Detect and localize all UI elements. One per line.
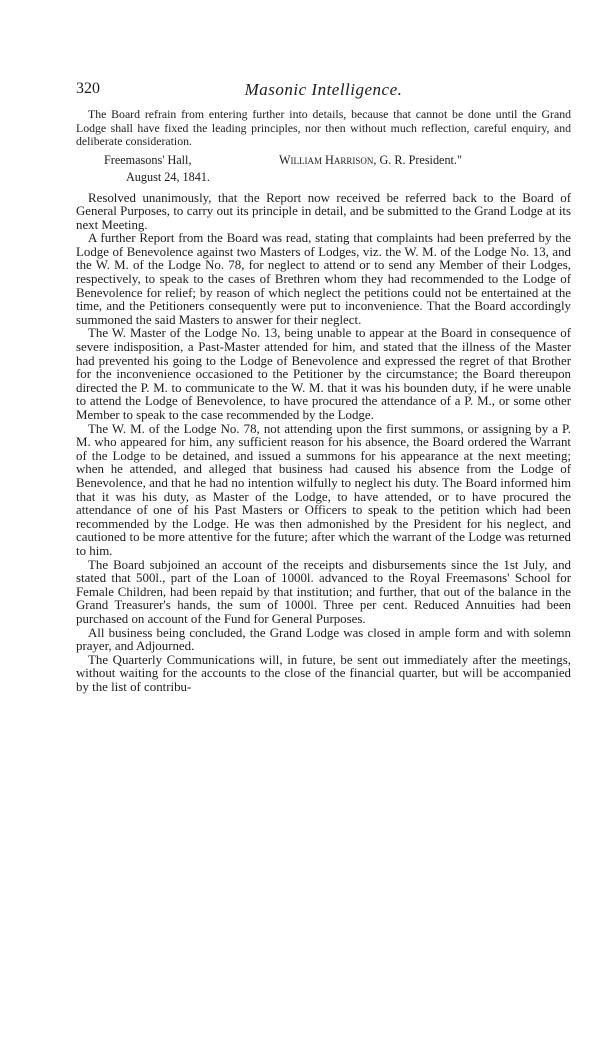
signature-signatory <box>279 152 571 169</box>
running-title: Masonic Intelligence. <box>244 80 403 99</box>
journal-page <box>76 80 571 694</box>
signature-date: August 24, 1841. <box>126 169 210 184</box>
paragraph-accounts: The Board subjoined an account of the receipts and disbursements since the 1st July, and stated that 500l., part of the Loan of 1000l. advanced to the Royal Freemasons' School for Female Children, had been repaid by that institution; and further, that out of the balance in the Grand Treasurer's hands, the sum of 1000l. Three per cent. Reduced Annuities had been purchased on account of the Fund for General Purposes. <box>76 557 571 626</box>
page-number: 320 <box>76 80 100 97</box>
report-preamble: The Board refrain from entering further into details, because that cannot be done until the Grand Lodge shall have fixed the leading principles, nor then without much reflection, careful enquiry, and deliberate consideration. <box>76 107 571 148</box>
signature-place: Freemasons' Hall, <box>104 152 192 167</box>
paragraph-lodge-13: The W. Master of the Lodge No. 13, being unable to appear at the Board in consequence of severe indisposition, a Past-Master attended for him, and stated that the illness of the Master had prevented his going to the Lodge of Benevolence and expressed the regret of that Brother for the inconvenience occasioned to the Petitioner by the circumstance; the Board thereupon directed the P. M. to communicate to the W. M. that it was his bounden duty, if he were unable to attend the Lodge of Benevolence, to have procured the attendance of a P. M., or some other Member to speak to the case recommended by the Lodge. <box>76 326 571 422</box>
report-signature <box>76 152 571 186</box>
paragraph-further-report: A further Report from the Board was read, stating that complaints had been preferred by the Lodge of Benevolence against two Masters of Lodges, viz. the W. M. of the Lodge No. 13, and the W. M. of the Lodge No. 78, for neglect to attend or to send any Member of their Lodges, respectively, to speak to the cases of Brethren whom they had recommended to the Lodge of Benevolence for relief; by reason of which neglect the petitions could not be entertained at the time, and the Petitioners consequently were put to inconvenience. That the Board accordingly summoned the said Masters to answer for their neglect. <box>76 231 571 327</box>
paragraph-lodge-78: The W. M. of the Lodge No. 78, not attending upon the first summons, or assigning by a P. M. who appeared for him, any sufficient reason for his absence, the Board ordered the Warrant of the Lodge to be detained, and issued a summons for his appearance at the next meeting; when he attended, and alleged that business had caused his absence from the Lodge of Benevolence, and that he had no intention wilfully to neglect his duty. The Board informed him that it was his duty, as Master of the Lodge, to have attended, or to have procured the attendance of one of his Past Masters or Officers to speak to the petition which had been recommended by the Lodge. He was then admonished by the President for his neglect, and cautioned to be more attentive for the future; after which the warrant of the Lodge was returned to him. <box>76 421 571 558</box>
paragraph-closing: All business being concluded, the Grand Lodge was closed in ample form and with solemn prayer, and Adjourned. <box>76 625 571 654</box>
paragraph-quarterly: The Quarterly Communications will, in future, be sent out immediately after the meetings, without waiting for the accounts to the close of the financial quarter, but will be accompanied by the list of contribu- <box>76 652 571 694</box>
running-header <box>76 80 571 106</box>
paragraph-resolution: Resolved unanimously, that the Report now received be referred back to the Board of General Purposes, to carry out its principle in detail, and be submitted to the Grand Lodge at its next Meeting. <box>76 190 571 232</box>
signatory-title: , G. R. President." <box>373 152 462 167</box>
body-text <box>76 192 571 695</box>
signatory-name: William Harrison <box>279 152 374 167</box>
